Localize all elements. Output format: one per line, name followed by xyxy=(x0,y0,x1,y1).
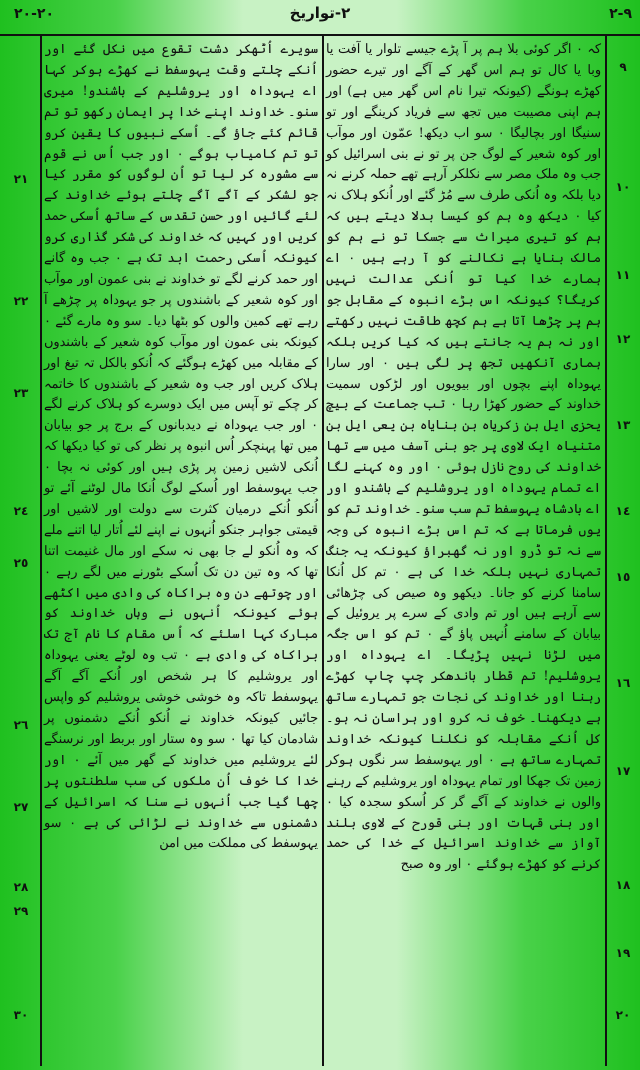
verse-number: ٢٩ xyxy=(13,904,29,918)
verse-number: ١٧ xyxy=(615,764,631,778)
verse-number: ١٥ xyxy=(615,570,631,584)
page-header xyxy=(0,0,640,36)
verse-number: ١٦ xyxy=(615,676,631,690)
verse-number: ١٨ xyxy=(615,878,631,892)
verse-numbers-left-margin xyxy=(4,40,38,1064)
text-column-right: کہ ۰ اگر کوئی بلا ہم پر آ پڑے جیسے تلوار یا آفت یا وبا یا کال تو ہم اس گھر کے آگے اور تیرے حضور کھڑے ہونگے (کیونکہ تیرا نام اس گھر میں ہے) اور ہم اپنی مصیبت میں تجھ سے فریاد کرینگے اور تو سنیگا اور بچالیگا ۰ سو اب دیکھ! عمّون اور موآب اور کوہ شعیر کے لوگ جن پر تو نے بنی اسرائیل کو جب وہ ملک مصر سے نکلکر آرہے تھے حملہ کرنے نہ دیا بلکہ وہ اُنکی طرف سے مُڑ گئے اور اُنکو ہلاک نہ کیا ۰ دیکھ وہ ہم کو کیسا بدلا دیتے ہیں کہ ہم کو تیری میراث سے جسکا تو نے ہم کو مالک بنایا ہے نکالنے کو آ رہے ہیں ۰ اے ہمارے خدا کیا تو اُنکی عدالت نہیں کریگا؟ کیونکہ اس بڑے انبوہ کے مقابل جو ہم پر چڑھا آتا ہے ہم کچھ طاقت نہیں رکھتے اور نہ ہم یہ جانتے ہیں کہ کیا کریں بلکہ ہماری آنکھیں تجھ پر لگی ہیں ۰ اور سارا یہوداہ اپنے بچوں اور بیویوں اور لڑکوں سمیت خداوند کے حضور کھڑا رہا ۰ تب جماعت کے بیچ یحزی ایل بن زکریاہ بن بنایاہ بن یعی ایل بن متنیاہ ایک لاوی پر جو بنی آسف میں سے تھا خداوند کی روح نازل ہوئی ۰ اور وہ کہنے لگا اے تمام یہوداہ اور یروشلیم کے باشندو اور اے بادشاہ یہوسفط تم سب سنو۔ خداوند تم کو یوں فرماتا ہے کہ تم اس بڑے انبوہ کی وجہ سے نہ تو ڈرو اور نہ گھبراؤ کیونکہ یہ جنگ تمہاری نہیں بلکہ خدا کی ہے ۰ تم کل اُنکا سامنا کرنے کو جانا۔ دیکھو وہ صیص کی چڑھائی سے آرہے ہیں اور تم وادی کے سرے پر یروئیل کے بیابان کے سامنے اُنہیں پاؤ گے ۰ تم کو اس جگہ میں لڑنا نہیں پڑیگا۔ اے یہوداہ اور یروشلیم! تم قطار باندھکر چپ چاپ کھڑے رہنا اور خداوند کی نجات جو تمہارے ساتھ ہے دیکھنا۔ خوف نہ کرو اور ہراسان نہ ہو۔ کل اُنکے مقابلہ کو نکلنا کیونکہ خداوند تمہارے ساتھ ہے ۰ اور یہوسفط سر نگوں ہوکر زمین تک جھکا اور تمام یہوداہ اور یروشلیم کے رہنے والوں نے خداوند کے آگے گر کر اُسکو سجدہ کیا ۰ اور بنی قہات اور بنی قورح کے لاوی بلند آواز سے خداوند اسرائیل کے خدا کی حمد کرنے کو کھڑے ہوگئے ۰ اور وہ صبح xyxy=(326,42,602,873)
column-divider-left xyxy=(40,36,42,1066)
column-divider-center xyxy=(322,36,324,1066)
verse-number: ١٤ xyxy=(615,504,631,518)
verse-number: ٢٢ xyxy=(13,294,29,308)
verse-number: ٣٠ xyxy=(13,1008,29,1022)
verse-number: ٢٤ xyxy=(13,504,29,518)
verse-number: ١١ xyxy=(615,268,631,282)
verse-number: ٢١ xyxy=(13,172,29,186)
verse-number: ٢٨ xyxy=(13,880,29,894)
verse-number: ٩ xyxy=(619,60,627,74)
verse-number: ٢٣ xyxy=(13,386,29,400)
verse-number: ٢٠ xyxy=(615,1008,631,1022)
verse-number: ٢٦ xyxy=(13,718,29,732)
column-divider-right xyxy=(605,36,607,1066)
verse-number: ٢٥ xyxy=(13,556,29,570)
verse-number: ٢٧ xyxy=(13,800,29,814)
verse-number: ١٢ xyxy=(615,332,631,346)
header-chapter-range-right: ٩-٢ xyxy=(609,6,632,22)
header-book-title: ٢-تواریخ xyxy=(289,4,351,22)
header-chapter-range-left: ٢٠-٢٠ xyxy=(14,6,54,22)
verse-number: ١٠ xyxy=(615,180,631,194)
verse-number: ١٩ xyxy=(615,946,631,960)
verse-numbers-right-margin xyxy=(608,40,638,1064)
text-column-left: سویرے اُٹھکر دشت تقوع میں نکل گئے اور اُنکے چلتے وقت یہوسفط نے کھڑے ہوکر کہا اے یہوداہ اور یروشلیم کے باشندو! میری سنو۔ خداوند اپنے خدا پر ایمان رکھو تو تم قائم کئے جاؤ گے۔ اُسکے نبیوں کا یقین کرو تو تم کامیاب ہوگے ۰ اور جب اُس نے قوم سے مشورہ کر لیا تو اُن لوگوں کو مقرر کیا جو لشکر کے آگے آگے چلتے ہوئے خداوند کے لئے گائیں اور حسن تقدس کے ساتھ اُسکی حمد کریں اور کہیں کہ خداوند کی شکر گذاری کرو کیونکہ اُسکی رحمت ابد تک ہے ۰ جب وہ گانے اور حمد کرنے لگے تو خداوند نے بنی عمون اور موآب اور کوہ شعیر کے باشندوں پر جو یہوداہ پر چڑھے آ رہے تھے کمین والوں کو بٹھا دیا۔ سو وہ مارے گئے ۰ کیونکہ بنی عمون اور موآب کوہ شعیر کے باشندوں کے مقابلہ میں کھڑے ہوگئے کہ اُنکو بالکل تہ تیغ اور ہلاک کریں اور جب وہ شعیر کے باشندوں کا خاتمہ کر چکے تو آپس میں ایک دوسرے کو ہلاک کرنے لگے ۰ اور جب یہوداہ نے دیدبانوں کے برج پر جو بیابان میں تھا پہنچکر اُس انبوہ پر نظر کی تو کیا دیکھا کہ اُنکی لاشیں زمین پر پڑی ہیں اور کوئی نہ بچا ۰ جب یہوسفط اور اُسکے لوگ اُنکا مال لوٹنے آئے تو اُنکو اُنکے درمیان کثرت سے دولت اور لاشیں اور قیمتی جواہر جنکو اُنہوں نے اپنے لئے اُتار لیا اتنے ملے کہ وہ اُنکو لے جا بھی نہ سکے اور مال غنیمت اتنا تھا کہ وہ تین دن تک اُسکے بٹورنے میں لگے رہے ۰ اور چوتھے دن وہ براکاہ کی وادی میں اکٹھے ہوئے کیونکہ اُنہوں نے وہاں خداوند کو مبارک کہا اسلئے کہ اُس مقام کا نام آج تک براکاہ کی وادی ہے ۰ تب وہ لوٹے یعنی یہوداہ اور یروشلیم کا ہر شخص اور اُنکے آگے آگے یہوسفط تاکہ وہ خوشی خوشی یروشلیم کو واپس جائیں کیونکہ خداوند نے اُنکو اُنکے دشمنوں پر شادمان کیا تھا ۰ سو وہ ستار اور بربط اور نرسنگے لئے یروشلیم میں خداوند کے گھر میں آئے ۰ اور خدا کا خوف اُن ملکوں کی سب سلطنتوں پر چھا گیا جب اُنہوں نے سنا کہ اسرائیل کے دشمنوں سے خداوند نے لڑائی کی ہے ۰ سو یہوسفط کی مملکت میں امن xyxy=(44,42,318,852)
verse-number: ١٣ xyxy=(615,418,631,432)
